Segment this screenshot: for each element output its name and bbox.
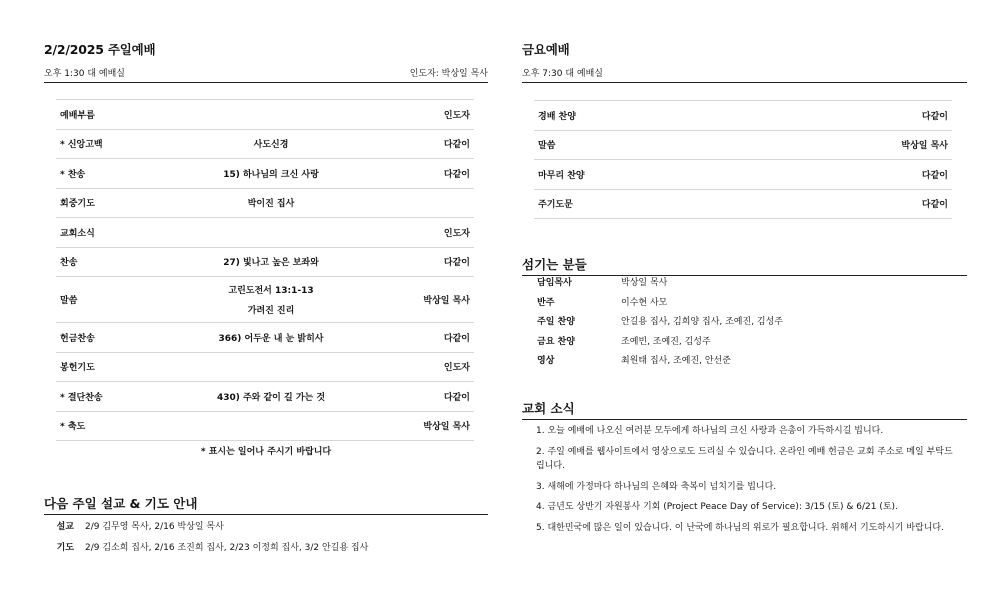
order-name: 헌금찬송 [56,323,176,353]
sermon-scripture: 고린도전서 13:1-13 [228,286,314,296]
sunday-order-table [56,99,474,441]
sermon-label: 설교 [56,522,74,532]
order-row [56,323,474,353]
order-row [56,100,474,130]
friday-leader: 다같이 [754,101,952,131]
news-item: 2. 주일 예배를 웹사이트에서 영상으로도 드리실 수 있습니다. 온라인 예배 헌금은 교회 주소로 메일 부탁드립니다. [536,446,953,471]
order-row [56,352,474,382]
order-leader [366,188,474,218]
server-names: 이수현 사모 [621,297,668,308]
order-name: 말씀 [56,277,176,323]
server-role: 금요 찬양 [537,336,575,347]
server-names: 최원태 집사, 조예진, 안선준 [621,356,731,367]
order-name: * 결단찬송 [56,382,176,412]
friday-row [534,160,952,190]
order-detail: 430) 주와 같이 길 가는 것 [176,382,366,412]
server-role: 반주 [537,297,555,308]
server-row [537,272,783,292]
order-row [56,188,474,218]
sermon-schedule [44,515,368,536]
news-item: 4. 금년도 상반기 자원봉사 기회 (Project Peace Day of Service): 3/15 (토) & 6/21 (토). [536,502,898,512]
next-week-list [44,515,368,557]
server-row [537,350,783,370]
standing-note: * 표시는 일어나 주시기 바랍니다 [200,447,332,457]
friday-item: 경배 찬양 [534,101,754,131]
news-list [536,424,954,541]
order-row [56,411,474,441]
friday-order-table [534,100,952,219]
order-leader: 인도자 [366,100,474,130]
server-names: 안길용 집사, 김희양 집사, 조예진, 김성주 [621,317,783,328]
news-item: 3. 새해에 가정마다 하나님의 은혜와 축복이 넘치기를 빕니다. [536,481,777,492]
news-item: 5. 대한민국에 많은 일이 있습니다. 이 난국에 하나님의 위로가 필요합니다. 위해서 기도하시기 바랍니다. [536,522,944,533]
prayer-label: 기도 [56,543,74,553]
order-detail: 박이진 집사 [176,188,366,218]
servers-list [537,272,783,370]
friday-time: 오후 7:30 대 예배실 [522,69,603,79]
order-detail [176,218,366,248]
sermon-value: 2/9 김무영 목사, 2/16 박상일 목사 [85,522,224,532]
order-detail [176,411,366,441]
order-row [56,218,474,248]
order-name: 예배부름 [56,100,176,130]
sunday-time: 오후 1:30 대 예배실 [44,69,125,79]
order-name: * 축도 [56,411,176,441]
server-row [537,311,783,331]
friday-item: 마무리 찬양 [534,160,754,190]
order-leader: 다같이 [366,129,474,159]
server-role: 영상 [537,356,555,367]
order-row [56,382,474,412]
friday-title: 금요예배 [522,42,570,57]
order-leader: 다같이 [366,247,474,277]
order-name: 교회소식 [56,218,176,248]
friday-leader: 다같이 [754,160,952,190]
order-detail [176,100,366,130]
order-detail [176,277,366,323]
sunday-leader: 인도자: 박상일 목사 [409,69,488,79]
order-row [56,159,474,189]
order-leader: 인도자 [366,218,474,248]
news-item: 1. 오늘 예배에 나오신 여러분 모두에게 하나님의 크신 사랑과 은총이 가득하시길 빕니다. [536,426,884,436]
order-detail: 15) 하나님의 크신 사랑 [176,159,366,189]
order-leader: 인도자 [366,352,474,382]
order-leader: 다같이 [366,159,474,189]
order-leader: 다같이 [366,323,474,353]
next-week-title: 다음 주일 설교 & 기도 안내 [44,494,488,515]
friday-subline [522,66,967,83]
prayer-value: 2/9 김소희 집사, 2/16 조진희 집사, 2/23 이정희 집사, 3/2 안길용 집사 [85,543,369,553]
order-detail: 사도신경 [176,129,366,159]
friday-leader: 다같이 [754,189,952,219]
server-names: 조예빈, 조예진, 김성주 [621,336,711,347]
order-leader: 박상일 목사 [366,277,474,323]
prayer-schedule [44,536,368,557]
friday-row [534,130,952,160]
order-leader: 박상일 목사 [366,411,474,441]
order-name: 회중기도 [56,188,176,218]
server-names: 박상일 목사 [621,278,668,289]
friday-row [534,189,952,219]
sunday-subline [44,66,488,83]
order-detail [176,352,366,382]
order-name: * 신앙고백 [56,129,176,159]
order-name: 찬송 [56,247,176,277]
friday-item: 주기도문 [534,189,754,219]
sunday-title: 2/2/2025 주일예배 [44,42,156,57]
order-detail: 366) 어두운 내 눈 밝히사 [176,323,366,353]
order-name: 봉헌기도 [56,352,176,382]
friday-item: 말씀 [534,130,754,160]
order-row [56,247,474,277]
server-role: 담임목사 [537,278,572,289]
friday-row [534,101,952,131]
news-title: 교회 소식 [522,399,967,420]
server-row [537,292,783,312]
sermon-title: 가려진 진리 [247,306,295,316]
order-detail: 27) 빛나고 높은 보좌와 [176,247,366,277]
servers-title: 섬기는 분들 [522,255,967,276]
friday-leader: 박상일 목사 [754,130,952,160]
server-role: 주일 찬양 [537,317,575,328]
order-leader: 다같이 [366,382,474,412]
server-row [537,331,783,351]
order-row [56,277,474,323]
order-name: * 찬송 [56,159,176,189]
order-row [56,129,474,159]
